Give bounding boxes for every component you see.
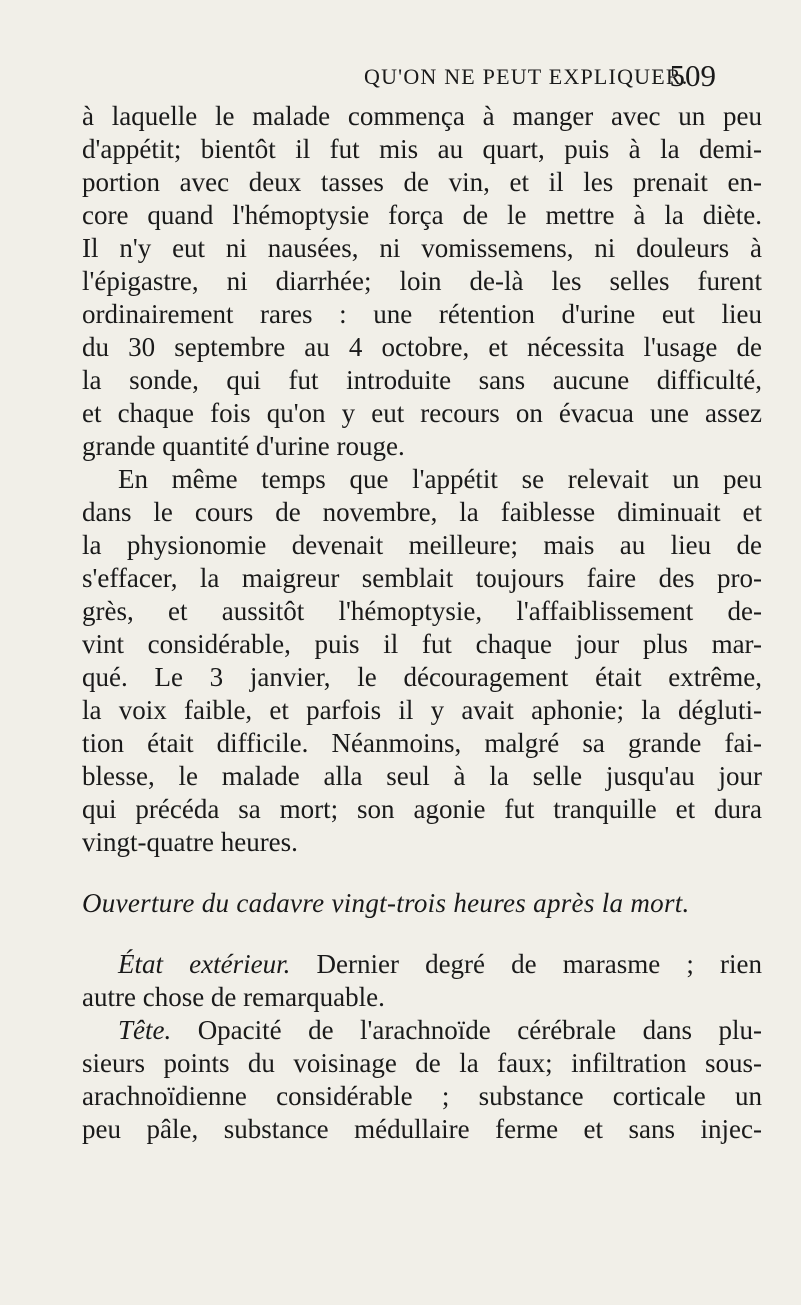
- text-line: s'effacer, la maigreur semblait toujours faire des pro-: [82, 563, 762, 593]
- text-line: tion était difficile. Néanmoins, malgré sa grande fai-: [82, 728, 762, 758]
- text-line: qué. Le 3 janvier, le découragement était extrême,: [82, 662, 762, 692]
- text-line: arachnoïdienne considérable ; substance corticale un: [82, 1081, 762, 1111]
- text-line: et chaque fois qu'on y eut recours on évacua une assez: [82, 398, 762, 428]
- text-line: la sonde, qui fut introduite sans aucune difficulté,: [82, 365, 762, 395]
- etat-term: État extérieur.: [118, 949, 291, 979]
- text-line: à laquelle le malade commença à manger avec un peu: [82, 101, 762, 131]
- text-line: blesse, le malade alla seul à la selle jusqu'au jour: [82, 761, 762, 791]
- text-line: core quand l'hémoptysie força de le mettre à la diète.: [82, 200, 762, 230]
- text-line: vingt-quatre heures.: [82, 827, 298, 857]
- tete-paragraph-line: [82, 1014, 762, 1047]
- text-line: la voix faible, et parfois il y avait aphonie; la dégluti-: [82, 695, 762, 725]
- text-line: En même temps que l'appétit se relevait un peu: [118, 464, 762, 494]
- page-header: [82, 58, 771, 94]
- text-line: l'épigastre, ni diarrhée; loin de-là les selles furent: [82, 266, 762, 296]
- text-line: autre chose de remarquable.: [82, 982, 385, 1012]
- text-line: vint considérable, puis il fut chaque jour plus mar-: [82, 629, 762, 659]
- section-gap: [82, 859, 762, 887]
- text-line: la physionomie devenait meilleure; mais au lieu de: [82, 530, 762, 560]
- section-gap: [82, 920, 762, 948]
- text-line: grande quantité d'urine rouge.: [82, 431, 405, 461]
- body-text: [82, 100, 762, 1146]
- etat-paragraph-line: [82, 948, 762, 981]
- text-line: peu pâle, substance médullaire ferme et sans injec-: [82, 1114, 762, 1144]
- text-line: dans le cours de novembre, la faiblesse diminuait et: [82, 497, 762, 527]
- text-line: sieurs points du voisinage de la faux; infiltration sous-: [82, 1048, 762, 1078]
- section-heading: Ouverture du cadavre vingt-trois heures après la mort.: [82, 888, 690, 918]
- tete-line-rest: Opacité de l'arachnoïde cérébrale dans plu-: [171, 1015, 762, 1045]
- text-line: d'appétit; bientôt il fut mis au quart, puis à la demi-: [82, 134, 762, 164]
- etat-line-rest: Dernier degré de marasme ; rien: [290, 949, 762, 979]
- tete-term: Tête.: [118, 1015, 172, 1045]
- running-head: QU'ON NE PEUT EXPLIQUER.: [364, 64, 689, 89]
- page-number: 509: [669, 58, 716, 93]
- text-line: portion avec deux tasses de vin, et il les prenait en-: [82, 167, 762, 197]
- text-line: qui précéda sa mort; son agonie fut tranquille et dura: [82, 794, 762, 824]
- text-line: ordinairement rares : une rétention d'urine eut lieu: [82, 299, 762, 329]
- text-line: du 30 septembre au 4 octobre, et nécessita l'usage de: [82, 332, 762, 362]
- text-line: grès, et aussitôt l'hémoptysie, l'affaiblissement de-: [82, 596, 762, 626]
- text-line: Il n'y eut ni nausées, ni vomissemens, ni douleurs à: [82, 233, 762, 263]
